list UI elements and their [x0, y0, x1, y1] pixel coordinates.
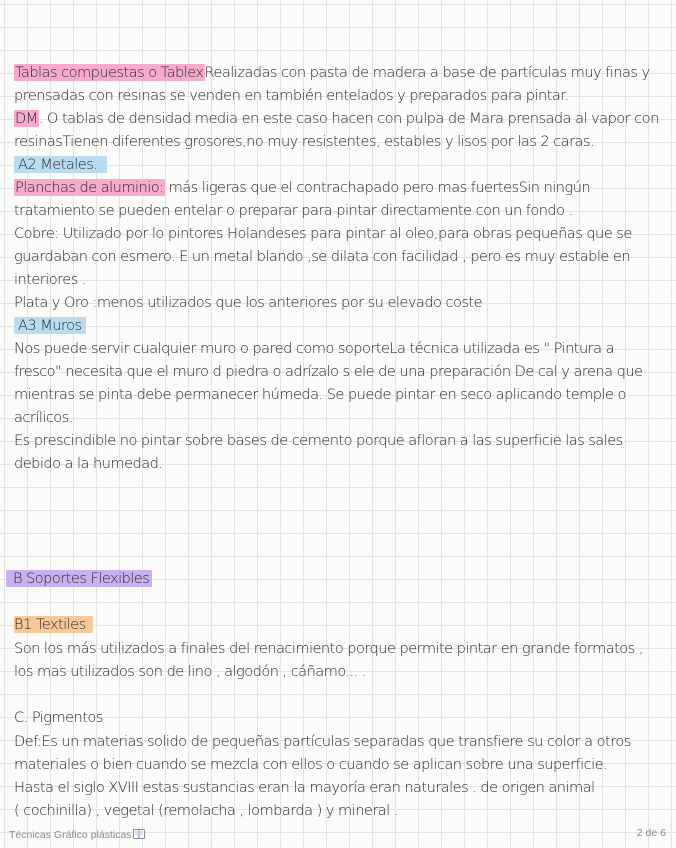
- page-indicator: 2 de 6: [636, 827, 666, 839]
- note-line: [14, 63, 650, 83]
- note-line: [14, 109, 659, 129]
- note-line: interiores .: [14, 271, 86, 288]
- highlight-blue: A3 Muros: [14, 317, 86, 334]
- note-line: prensadas con resinas se venden en también entelados y preparados para pintar.: [14, 87, 569, 104]
- note-line: acrílicos.: [14, 409, 73, 426]
- heading-b: [6, 569, 152, 589]
- note-text: más ligeras que el contrachapado pero mas fuertesSin ningún: [164, 179, 591, 196]
- note-line: fresco" necesita que el muro d piedra o adrízalo s ele de una preparación De cal y arena que: [14, 363, 643, 380]
- note-line: Plata y Oro :menos utilizados que los anteriores por su elevado coste: [14, 294, 483, 311]
- document-title: [9, 829, 145, 841]
- highlight-blue: A2 Metales.: [14, 156, 107, 173]
- note-line: ( cochinilla) , vegetal (remolacha , lombarda ) y mineral .: [14, 802, 398, 819]
- note-line: Son los más utilizados a finales del renacimiento porque permite pintar en grande formatos ,: [14, 640, 643, 657]
- note-text: . O tablas de densidad media en este caso hacen con pulpa de Mara prensada al vapor con: [38, 110, 659, 127]
- heading-c: C. Pigmentos: [14, 709, 103, 726]
- note-line: los mas utilizados son de lino , algodón , cáñamo... .: [14, 663, 366, 680]
- note-line: guardaban con esmero. E un metal blando ,se dilata con facilidad , pero es muy estable en: [14, 248, 631, 265]
- heading-a3: [14, 316, 86, 336]
- note-line: Hasta el siglo XVIII estas sustancias eran la mayoría eran naturales . de origen animal: [14, 779, 595, 796]
- note-line: [14, 178, 590, 198]
- heading-b1: [14, 615, 93, 635]
- highlight-pink: Tablas compuestas o Tablex: [15, 64, 204, 81]
- heading-a2: [14, 155, 107, 175]
- note-line: tratamiento se pueden entelar o preparar para pintar directamente con un fondo .: [14, 202, 573, 219]
- note-line: Def:Es un materias solido de pequeñas partículas separadas que transfiere su color a otros: [14, 733, 631, 750]
- highlight-pink: Planchas de aluminio:: [15, 179, 164, 196]
- note-line: resinasTienen diferentes grosores,no muy resistentes, estables y lisos por las 2 caras.: [14, 133, 595, 150]
- note-line: mientras se pinta debe permanecer húmeda. Se puede pintar en seco aplicando temple o: [14, 386, 626, 403]
- highlight-pink: DM: [15, 110, 38, 127]
- note-line: Cobre: Utilizado por lo pintores Holandeses para pintar al oleo,para obras pequeñas que se: [14, 225, 632, 242]
- document-title-text: Técnicas Gráfico plásticas: [9, 829, 132, 841]
- note-line: debido a la humedad.: [14, 455, 163, 472]
- book-icon: [133, 829, 145, 839]
- highlight-purple: B Soportes Flexibles: [6, 570, 152, 587]
- note-line: materiales o bien cuando se mezcla con ellos o cuando se aplican sobre una superficie.: [14, 756, 608, 773]
- highlight-orange: B1 Textiles: [14, 616, 93, 633]
- note-line: Es prescindible no pintar sobre bases de cemento porque afloran a las superficie las sales: [14, 432, 623, 449]
- note-text: Realizadas con pasta de madera a base de partículas muy finas y: [204, 64, 650, 81]
- note-line: Nos puede servir cualquier muro o pared como soporteLa técnica utilizada es " Pintura a: [14, 340, 614, 357]
